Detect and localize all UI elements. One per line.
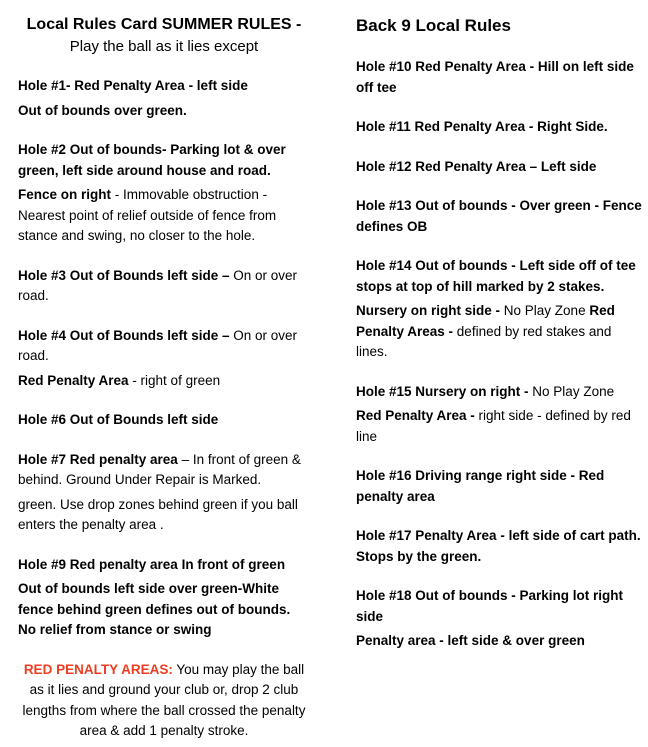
rule-text: Hole #7 Red penalty area	[18, 451, 178, 467]
rule-hole-18-penalty	[356, 631, 646, 652]
rule-text: Hole #14 Out of bounds - Left side off of tee stops at top of hill marked by 2 stakes.	[356, 258, 636, 294]
rule-hole-6	[18, 410, 310, 431]
rule-hole-11	[356, 117, 646, 138]
rule-text: Nursery on right side -	[356, 303, 501, 318]
rule-hole-15-penalty	[356, 406, 646, 447]
rule-text: Red Penalty Area	[18, 372, 129, 388]
rule-hole-14	[356, 256, 646, 297]
rule-hole-9	[18, 555, 310, 576]
rule-text: Fence on right	[18, 187, 112, 202]
rule-text: green. Use drop zones behind green if you ball enters the penalty area .	[18, 496, 298, 532]
rule-text: Hole #9 Red penalty area In front of green	[18, 556, 286, 572]
rule-text: - right of green	[128, 372, 221, 388]
rule-hole-15	[356, 382, 646, 403]
back-nine-column	[356, 14, 646, 747]
rule-text: Hole #13 Out of bounds - Over green - Fence defines OB	[356, 198, 642, 234]
rule-hole-1	[18, 76, 310, 97]
rule-text: Out of bounds left side over green-White fence behind green defines out of bounds. No relief from stance or swing	[18, 581, 291, 637]
rule-hole-7-dropzone	[18, 495, 310, 536]
rule-hole-13	[356, 196, 646, 237]
rule-text: No Play Zone	[528, 383, 615, 399]
rule-text: Hole #12 Red Penalty Area – Left side	[356, 158, 597, 174]
card-title: Local Rules Card SUMMER RULES -	[26, 16, 302, 33]
rule-text: Hole #3 Out of Bounds left side –	[18, 267, 230, 283]
rule-hole-3	[18, 266, 310, 307]
rule-hole-16	[356, 466, 646, 507]
front-nine-column	[18, 14, 310, 747]
rule-text: Hole #18 Out of bounds - Parking lot right side	[356, 588, 624, 624]
rule-hole-2-fence	[18, 185, 310, 247]
rule-hole-4	[18, 326, 310, 367]
rule-hole-9-oob	[18, 579, 310, 641]
rule-text: You may play the ball as it lies and ground your club or, drop 2 club lengths from where the ball crossed the penalty area & add 1 penalty stroke.	[22, 661, 306, 738]
red-penalty-areas-label: RED PENALTY AREAS:	[23, 661, 173, 677]
rule-text: – In front of green & behind. Ground Under Repair is Marked.	[18, 451, 301, 487]
rule-text: Penalty area - left side & over green	[356, 633, 585, 648]
rule-text: Red Penalty Areas -	[356, 303, 615, 339]
card-subtitle: Play the ball as it lies except	[69, 37, 259, 55]
rule-hole-2	[18, 140, 310, 181]
rule-text: Hole #2 Out of bounds- Parking lot & over green, left side around house and road.	[18, 142, 286, 178]
rule-text: Hole #10 Red Penalty Area - Hill on left side off tee	[356, 59, 634, 95]
rule-text: Hole #4 Out of Bounds left side –	[18, 327, 230, 343]
rule-text: On or over road.	[18, 327, 298, 363]
rule-hole-4-penalty	[18, 371, 310, 392]
rule-text: Hole #6 Out of Bounds left side	[18, 412, 219, 427]
back-nine-title: Back 9 Local Rules	[356, 16, 511, 35]
rule-text: right side - defined by red line	[356, 408, 631, 444]
rule-text: defined by red stakes and lines.	[356, 323, 612, 359]
rule-hole-17	[356, 526, 646, 567]
rule-hole-14-nursery	[356, 301, 646, 363]
red-penalty-areas-note	[18, 660, 310, 742]
rule-text: Hole #11 Red Penalty Area - Right Side.	[356, 119, 608, 134]
rule-text: Hole #15 Nursery on right -	[356, 383, 529, 399]
rule-hole-12	[356, 157, 646, 178]
rule-text: On or over road.	[18, 267, 298, 303]
rule-text: - Immovable obstruction - Nearest point of relief outside of fence from stance and swing, no closer to the hole.	[18, 187, 277, 243]
rule-hole-7	[18, 450, 310, 491]
rule-text: No Play Zone	[500, 303, 590, 318]
rule-text: Hole #1- Red Penalty Area - left side	[18, 78, 248, 93]
rule-text: Hole #16 Driving range right side - Red penalty area	[356, 468, 605, 504]
rule-text: Out of bounds over green.	[18, 102, 187, 118]
rule-text: Hole #17 Penalty Area - left side of cart path. Stops by the green.	[356, 528, 641, 564]
rule-hole-18	[356, 586, 646, 627]
rule-hole-10	[356, 57, 646, 98]
rule-text: Red Penalty Area -	[356, 408, 475, 423]
rule-hole-1-note	[18, 101, 310, 122]
